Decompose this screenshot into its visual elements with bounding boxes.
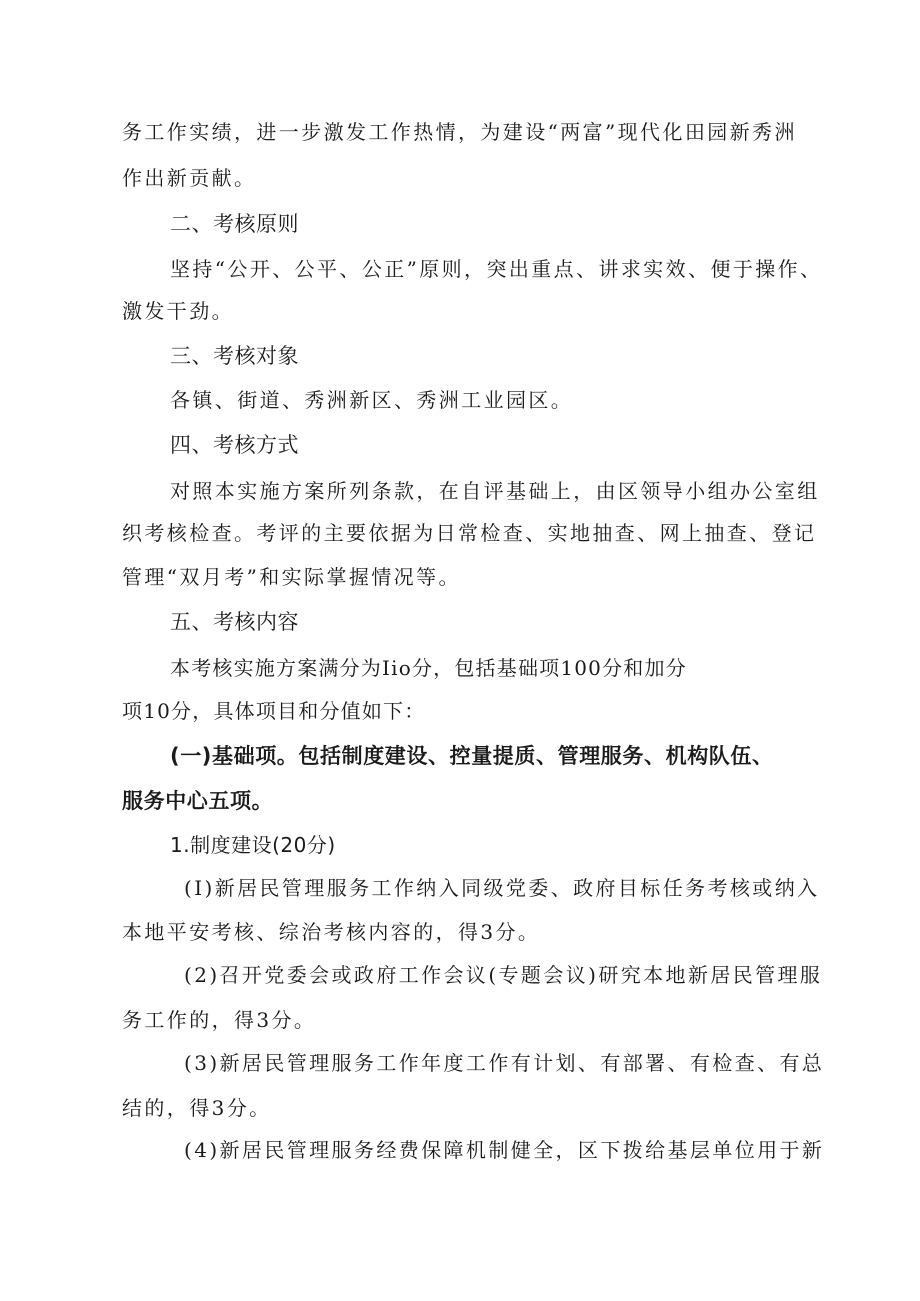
body-text-line: 本地平安考核、综治考核内容的，得3分。 <box>122 920 541 944</box>
body-text-line: 坚持“公开、公平、公正”原则，突出重点、讲求实效、便于操作、 <box>170 257 823 281</box>
body-text-line: 激发干劲。 <box>122 299 234 323</box>
item-heading-system: 1.制度建设(20分) <box>170 833 336 857</box>
body-text-line: (I)新居民管理服务工作纳入同级党委、政府目标任务考核或纳入 <box>184 876 820 900</box>
body-text-line: 务工作的，得3分。 <box>122 1008 317 1032</box>
body-text-line: (3)新居民管理服务工作年度工作有计划、有部署、有检查、有总 <box>184 1051 825 1075</box>
section-heading-principles: 二、考核原则 <box>170 212 299 236</box>
subsection-heading-basic: (一)基础项。包括制度建设、控量提质、管理服务、机构队伍、 <box>170 744 774 768</box>
section-heading-methods: 四、考核方式 <box>170 433 299 457</box>
body-text-line: 项10分，具体项目和分值如下： <box>122 699 426 723</box>
body-text-line: 结的，得3分。 <box>122 1096 272 1120</box>
body-text-line: (2)召开党委会或政府工作会议(专题会议)研究本地新居民管理服 <box>184 963 823 987</box>
body-text-line: (4)新居民管理服务经费保障机制健全，区下拨给基层单位用于新 <box>184 1138 825 1162</box>
body-text-line: 本考核实施方案满分为Iio分，包括基础项100分和加分 <box>170 656 687 680</box>
body-text-line: 管理“双月考”和实际掌握情况等。 <box>122 565 461 589</box>
section-heading-targets: 三、考核对象 <box>170 344 299 368</box>
body-text-line: 对照本实施方案所列条款，在自评基础上，由区领导小组办公室组 <box>170 479 820 503</box>
body-text-line: 务工作实绩，进一步激发工作热情，为建设“两富”现代化田园新秀洲 <box>122 120 797 144</box>
subsection-heading-basic-cont: 服务中心五项。 <box>122 789 274 813</box>
section-heading-content: 五、考核内容 <box>170 610 299 634</box>
body-text-line: 织考核检查。考评的主要依据为日常检查、实地抽查、网上抽查、登记 <box>122 521 817 545</box>
body-text-line: 作出新贡献。 <box>122 166 257 190</box>
body-text-line: 各镇、街道、秀洲新区、秀洲工业园区。 <box>170 388 574 412</box>
